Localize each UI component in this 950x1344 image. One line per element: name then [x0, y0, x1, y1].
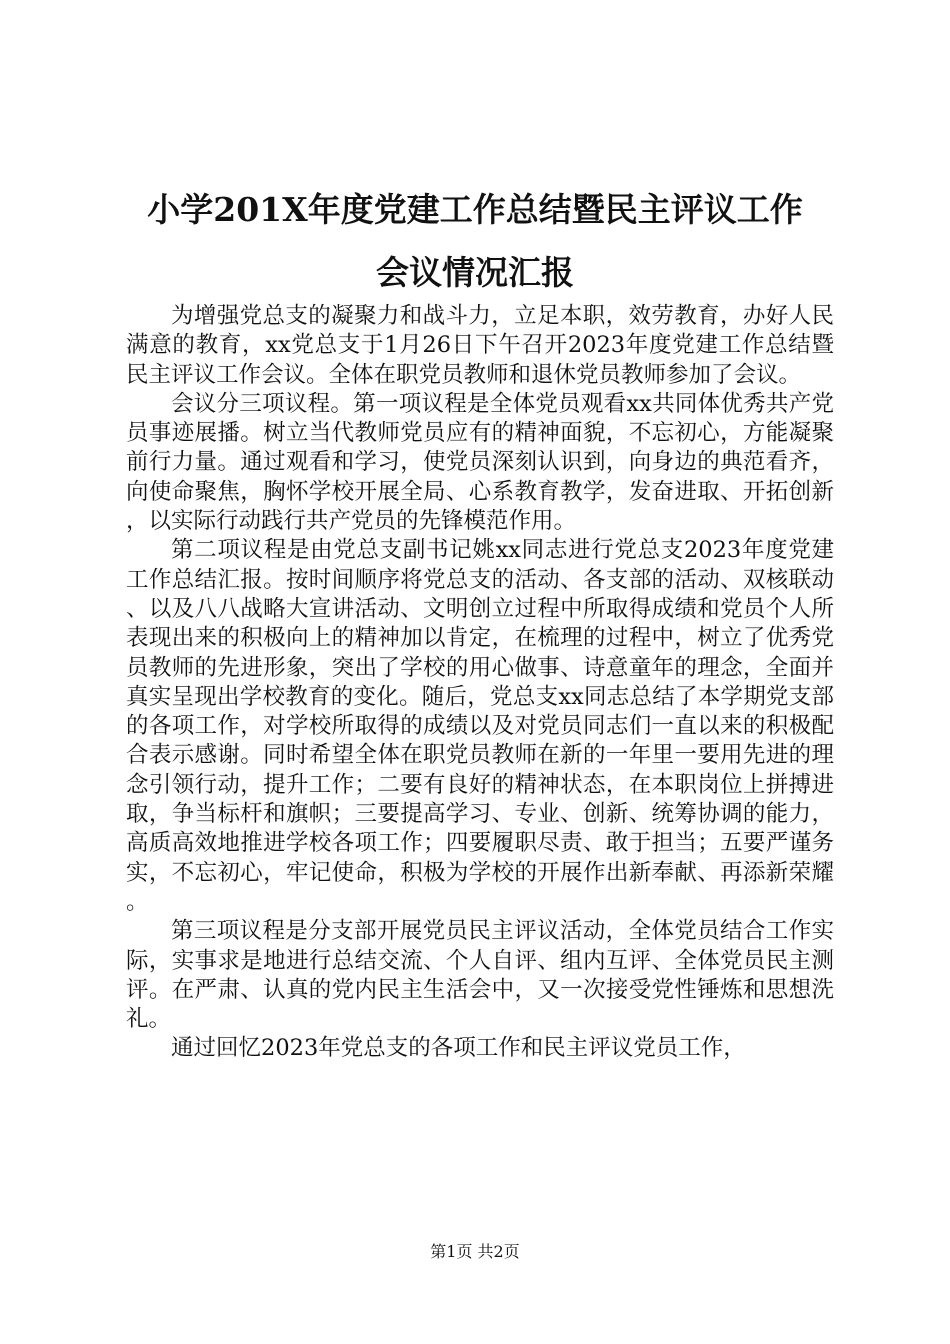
paragraph-5: 通过回忆2023年党总支的各项工作和民主评议党员工作，	[171, 1035, 746, 1062]
paragraph-2: 会议分三项议程。第一项议程是全体党员观看xx共同体优秀共产党员事迹展播。树立当代教师党员应有的精神面貌，不忘初心，方能凝聚前行力量。通过观看和学习，使党员深刻认识到，向身边的典范看齐，向使命聚焦，胸怀学校开展全局、心系教育教学，发奋进取、开拓创新，以实际行动践行共产党员的先锋模范作用。	[126, 390, 834, 535]
paragraph-1: 为增强党总支的凝聚力和战斗力，立足本职，效劳教育，办好人民满意的教育，xx党总支于1月26日下午召开2023年度党建工作总结暨民主评议工作会议。全体在职党员教师和退休党员教师参加了会议。	[126, 303, 834, 388]
paragraph-4: 第三项议程是分支部开展党员民主评议活动，全体党员结合工作实际，实事求是地进行总结交流、个人自评、组内互评、全体党员民主测评。在严肃、认真的党内民主生活会中，又一次接受党性锤炼和思想洗礼。	[126, 918, 834, 1033]
document-body	[126, 302, 834, 1064]
document-title-line-1: 小学201X年度党建工作总结暨民主评议工作	[147, 190, 803, 229]
document-title-line-2: 会议情况汇报	[376, 253, 574, 292]
page-number-footer: 第1页 共2页	[430, 1242, 520, 1261]
paragraph-3: 第二项议程是由党总支副书记姚xx同志进行党总支2023年度党建工作总结汇报。按时间顺序将党总支的活动、各支部的活动、双核联动、以及八八战略大宣讲活动、文明创立过程中所取得成绩和党员个人所表现出来的积极向上的精神加以肯定，在梳理的过程中，树立了优秀党员教师的先进形象，突出了学校的用心做事、诗意童年的理念，全面并真实呈现出学校教育的变化。随后，党总支xx同志总结了本学期党支部的各项工作，对学校所取得的成绩以及对党员同志们一直以来的积极配合表示感谢。同时希望全体在职党员教师在新的一年里一要用先进的理念引领行动，提升工作；二要有良好的精神状态，在本职岗位上拼搏进取，争当标杆和旗帜；三要提高学习、专业、创新、统筹协调的能力，高质高效地推进学校各项工作；四要履职尽责、敢于担当；五要严谨务实，不忘初心，牢记使命，积极为学校的开展作出新奉献、再添新荣耀。	[126, 537, 834, 915]
